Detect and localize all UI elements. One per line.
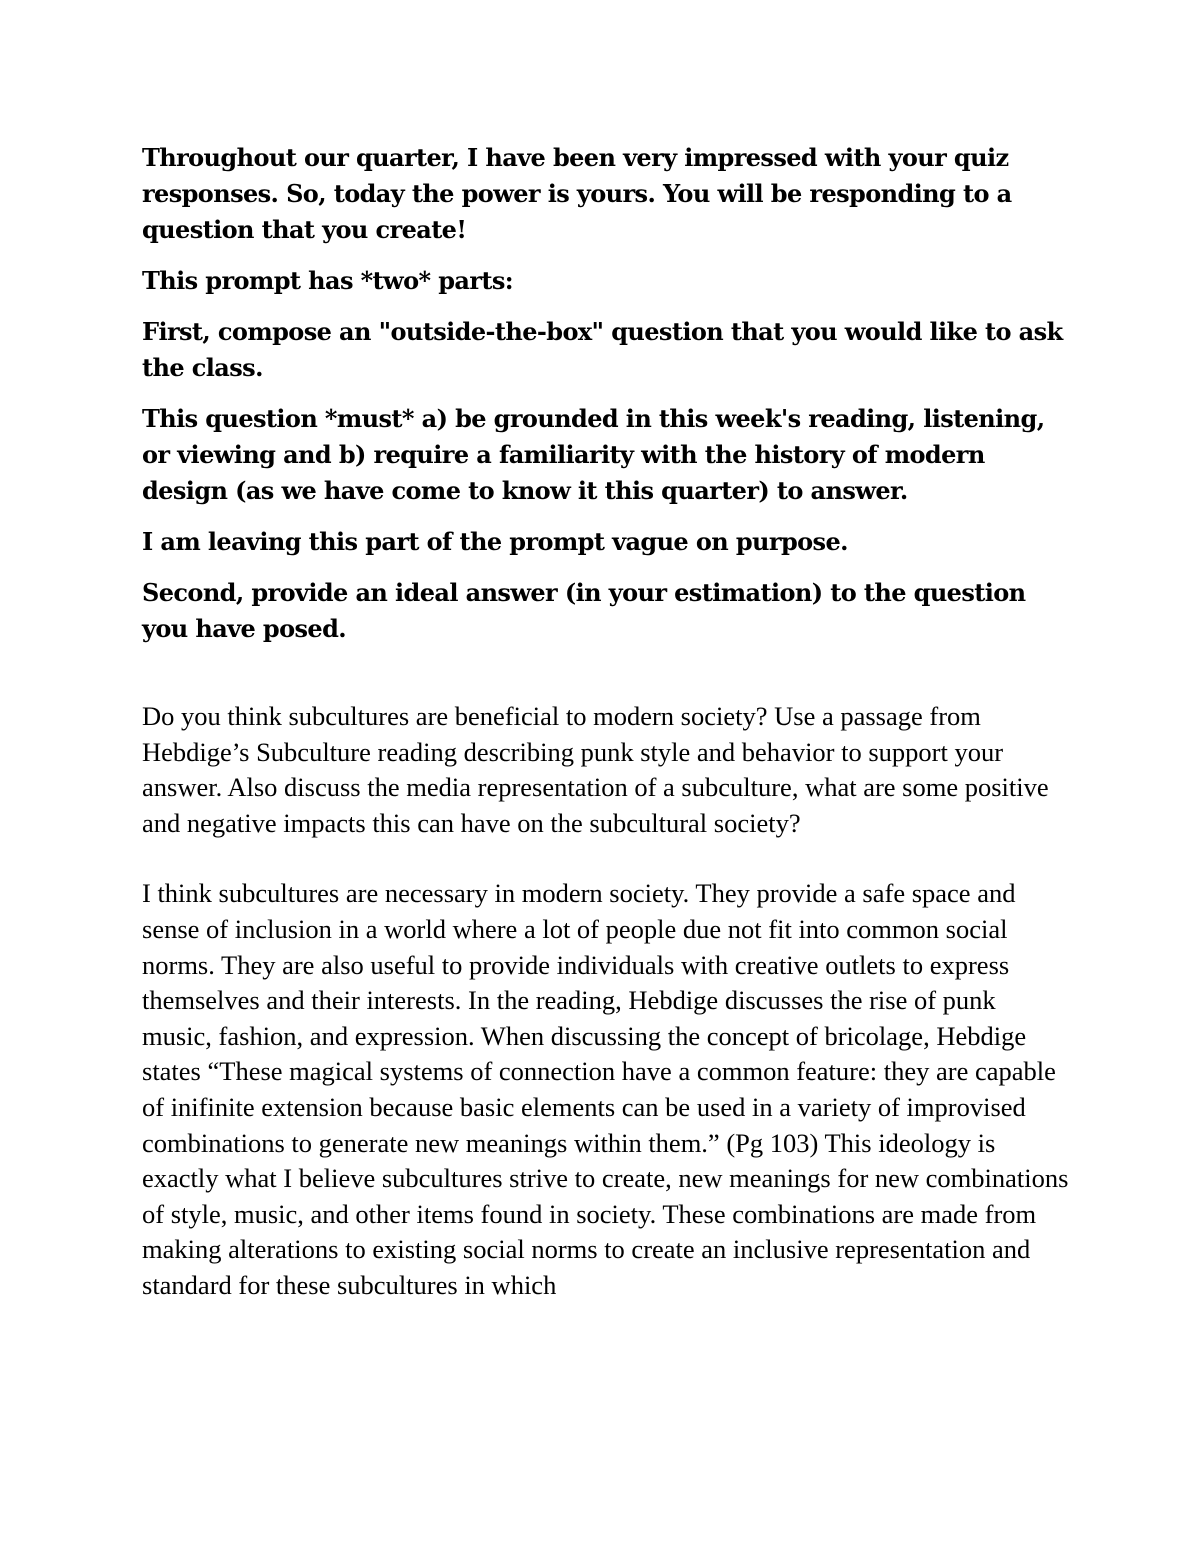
- prompt-second-part-paragraph: Second, provide an ideal answer (in your estimation) to the question you have posed.: [142, 578, 1026, 643]
- prompt-intro-paragraph: Throughout our quarter, I have been very impressed with your quiz responses. So, today the power is yours. You will be responding to a question that you create!: [142, 143, 1012, 244]
- prompt-parts-paragraph: This prompt has *two* parts:: [142, 266, 514, 295]
- assignment-prompt: [142, 140, 1072, 647]
- prompt-first-part-paragraph: First, compose an "outside-the-box" question that you would like to ask the class.: [142, 317, 1063, 382]
- student-question-paragraph: Do you think subcultures are beneficial to modern society? Use a passage from Hebdige’s Subculture reading describing punk style and behavior to support your answer. Also discuss the media representation of a subculture, what are some positive and negative impacts this can have on the subcultural society?: [142, 701, 1049, 838]
- student-answer-paragraph: I think subcultures are necessary in modern society. They provide a safe space and sense of inclusion in a world where a lot of people due not fit into common social norms. They are also useful to provide individuals with creative outlets to express themselves and their interests. In the reading, Hebdige discusses the rise of punk music, fashion, and expression. When discussing the concept of bricolage, Hebdige states “These magical systems of connection have a common feature: they are capable of inifinite extension because basic elements can be used in a variety of improvised combinations to generate new meanings within them.” (Pg 103) This ideology is exactly what I believe subcultures strive to create, new meanings for new combinations of style, music, and other items found in society. These combinations are made from making alterations to existing social norms to create an inclusive representation and standard for these subcultures in which: [142, 878, 1069, 1300]
- prompt-vague-note-paragraph: I am leaving this part of the prompt vague on purpose.: [142, 527, 848, 556]
- student-response: [142, 699, 1072, 1304]
- prompt-requirements-paragraph: This question *must* a) be grounded in this week's reading, listening, or viewing and b) require a familiarity with the history of modern design (as we have come to know it this quarter) to answer.: [142, 404, 1045, 505]
- document-body: [142, 140, 1072, 1339]
